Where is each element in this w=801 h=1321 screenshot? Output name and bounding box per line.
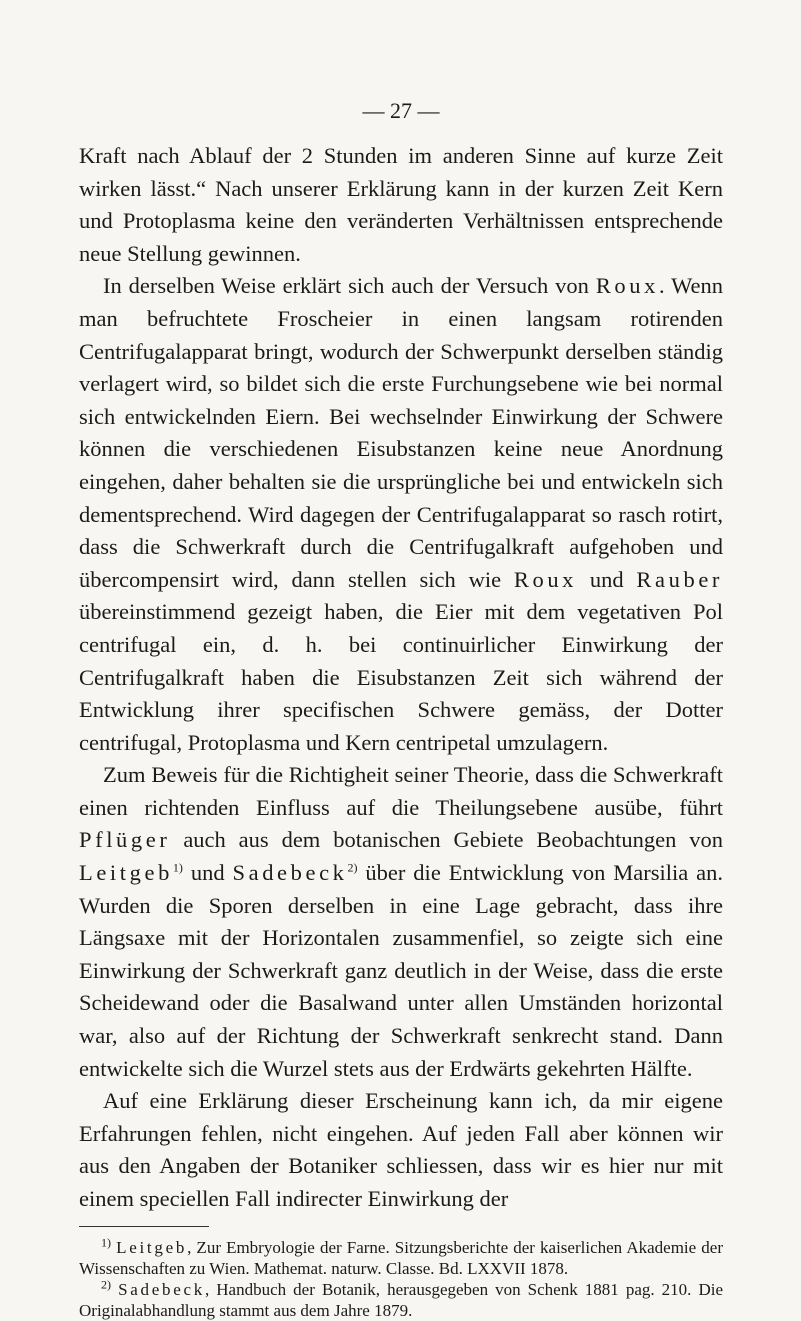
paragraph-2: [79, 270, 723, 759]
paragraph-4: Auf eine Erklärung dieser Erscheinung kann ich, da mir eigene Erfahrungen fehlen, nicht eingehen. Auf jeden Fall aber können wir aus den Angaben der Botaniker schliessen, dass wir es hier nur mit einem speciellen Fall indirecter Einwirkung der: [79, 1088, 723, 1211]
text-run: übereinstimmend gezeigt haben, die Eier mit dem vegetativen Pol centrifugal ein, d. h. bei continuirlicher Einwirkung der Centrifugalkraft haben die Eisubstanzen Zeit sich während der Entwicklung ihrer specifischen Schwere gemäss, der Dotter centrifugal, Protoplasma und Kern centripetal umzulagern.: [79, 599, 723, 755]
footnote-2: [79, 1276, 724, 1321]
paragraph-1: Kraft nach Ablauf der 2 Stunden im anderen Sinne auf kurze Zeit wirken lässt.“ Nach unserer Erklärung kann in der kurzen Zeit Kern und Protoplasma keine den veränderten Verhältnissen entsprechende neue Stellung gewinnen.: [79, 143, 723, 266]
footnote-text: , Handbuch der Botanik, herausgegeben von Schenk 1881 pag. 210. Die Originalabhandlung stammt aus dem Jahre 1879.: [79, 1279, 724, 1320]
footnote-ref-2[interactable]: 2): [347, 860, 358, 875]
text-run: . Wenn man befruchtete Froscheier in einen langsam rotirenden Centrifugalapparat bringt, wodurch der Schwerpunkt derselben ständig verlagert wird, so bildet sich die erste Furchungsebene wie bei normal sich entwickelnden Eiern. Bei wechselnder Einwirkung der Schwere können die verschiedenen Eisubstanzen keine neue Anordnung eingehen, daher behalten sie die ursprüngliche bei und entwickeln sich dementsprechend. Wird dagegen der Centrifugalapparat so rasch rotirt, dass die Schwerkraft durch die Centrifugalkraft aufgehoben und übercompensirt wird, dann stellen sich wie: [79, 273, 723, 592]
author-name-roux: Roux: [595, 273, 659, 299]
page-number: — 27 —: [362, 98, 440, 123]
author-name-sadebeck: Sadebeck: [232, 860, 348, 886]
body-text: [79, 140, 723, 1216]
author-name-pflueger: Pflüger: [79, 827, 171, 853]
text-run: Zum Beweis für die Richtigheit seiner Theorie, dass die Schwerkraft einen richtenden Einfluss auf die Theilungsebene ausübe, führt: [79, 762, 723, 820]
footnote-text: , Zur Embryologie der Farne. Sitzungsberichte der kaiserlichen Akademie der Wissenschaften zu Wien. Mathemat. naturw. Classe. Bd. LXXVII 1878.: [79, 1237, 723, 1278]
footnote-divider: [79, 1226, 209, 1227]
author-name-leitgeb: Leitgeb: [79, 860, 173, 886]
footnotes: [79, 1234, 724, 1321]
text-run: In derselben Weise erklärt sich auch der Versuch von: [103, 273, 596, 299]
text-run: über die Entwicklung von Marsilia an. Wurden die Sporen derselben in eine Lage gebracht, dass ihre Längsaxe mit der Horizontalen zusammenfiel, so zeigte sich eine Einwirkung der Schwerkraft ganz deutlich in der Weise, dass die erste Scheidewand oder die Basalwand unter allen Umständen horizontal war, also auf der Richtung der Schwerkraft senkrecht stand. Dann entwickelte sich die Wurzel stets aus der Erdwärts gekehrten Hälfte.: [79, 860, 724, 1081]
text-run: auch aus dem botanischen Gebiete Beobachtungen von: [170, 827, 723, 853]
paragraph-3: [79, 759, 723, 1085]
footnote-author-leitgeb: Leitgeb: [116, 1237, 188, 1257]
author-name-roux: Roux: [513, 566, 578, 592]
author-name-rauber: Rauber: [636, 566, 723, 592]
footnote-mark-2: 2): [101, 1276, 111, 1291]
footnote-mark-1: 1): [101, 1234, 111, 1249]
text-run: und: [182, 860, 233, 886]
page: [79, 94, 723, 1321]
footnote-author-sadebeck: Sadebeck: [118, 1279, 205, 1299]
footnote-1: [79, 1234, 723, 1279]
footnote-ref-1[interactable]: 1): [172, 860, 183, 875]
text-run: und: [577, 566, 637, 592]
